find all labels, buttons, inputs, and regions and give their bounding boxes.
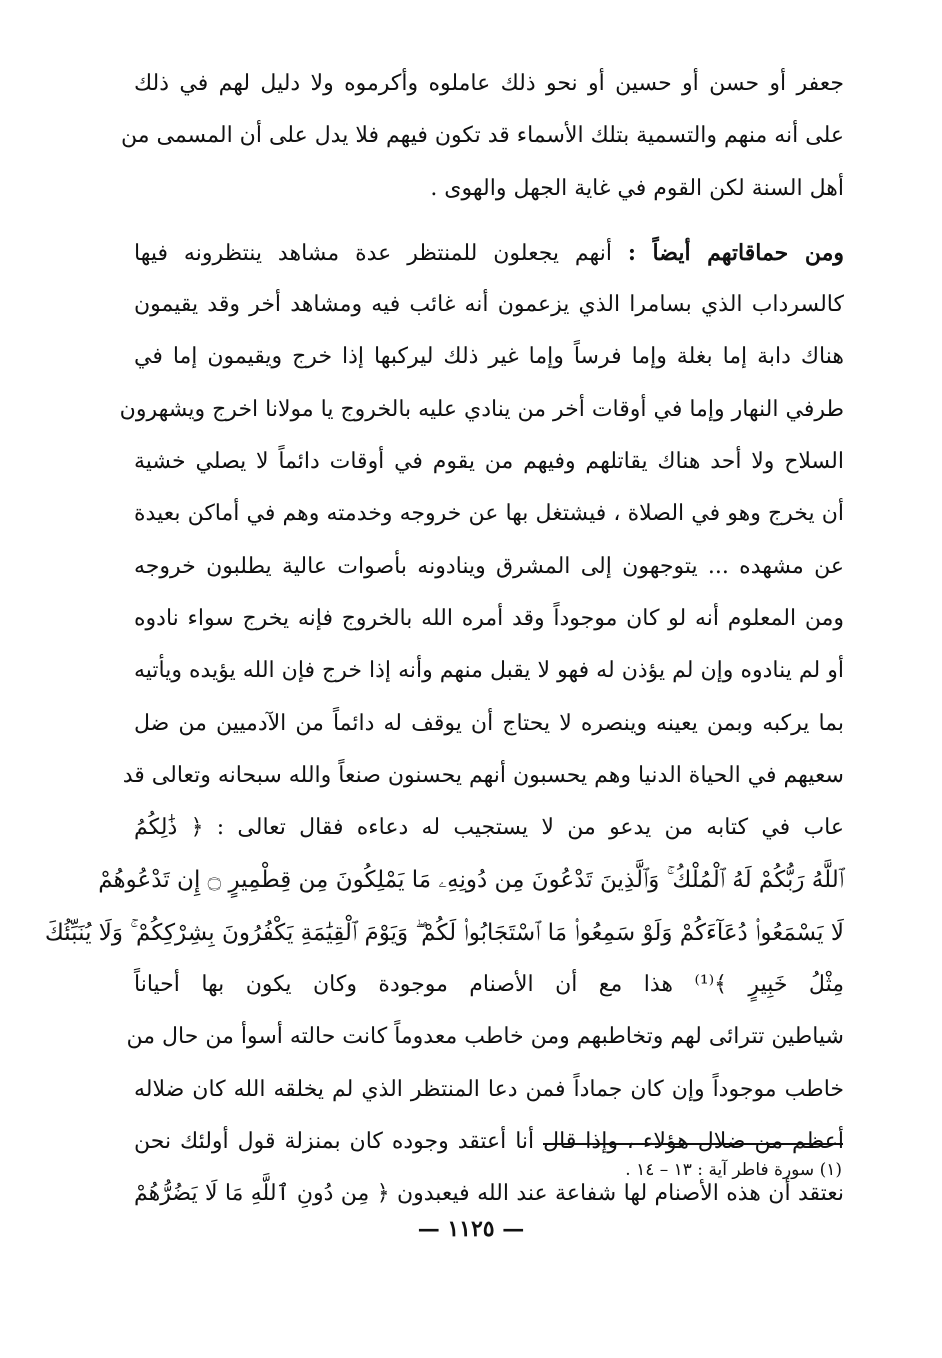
text-line: جعفر أو حسن أو حسين أو نحو ذلك عاملوه وأكرموه ولا دليل لهم في ذلك (134, 71, 844, 96)
text-line: عاب في كتابه من يدعو من لا يستجيب له دعاءه فقال تعالى : ﴿ ذَٰلِكُمُ (134, 815, 844, 841)
quran-verse-line: لَا يَسْمَعُوا۟ دُعَآءَكُمْ وَلَوْ سَمِعُوا۟ مَا ٱسْتَجَابُوا۟ لَكُمْ ۖ وَيَوْمَ ٱلْقِيَٰمَةِ يَكْفُرُونَ بِشِرْكِكُمْ ۚ وَلَا يُنَبِّئُكَ (44, 919, 844, 946)
text-line: على أنه منهم والتسمية بتلك الأسماء قد تكون فيهم فلا يدل على أن المسمى من (120, 123, 844, 149)
text-fragment: أنهم يجعلون للمنتظر عدة مشاهد ينتظرونه فيها (134, 240, 612, 266)
text-line: خاطب موجوداً وإن كان جماداً فمن دعا المنتظر الذي لم يخلقه الله كان ضلاله (134, 1076, 844, 1102)
text-line: أعظم من ضلال هؤلاء ، وإذا قال أنا أعتقد وجوده كان بمنزلة قول أولئك نحن (134, 1128, 844, 1154)
text-line: كالسرداب الذي بسامرا الذي يزعمون أنه غائب فيه ومشاهد أخر وقد يقيمون (134, 292, 844, 318)
text-line: أن يخرج وهو في الصلاة ، فيشتغل بها عن خروجه وخدمته وهم في أماكن بعيدة (134, 501, 844, 527)
text-line: شياطين تترائى لهم وتخاطبهم ومن خاطب معدوماً كانت حالته أسوأ من حال من (126, 1024, 844, 1050)
quran-verse-line: ٱللَّهُ رَبُّكُمْ لَهُ ٱلْمُلْكُ ۚ وَٱلَّذِينَ تَدْعُونَ مِن دُونِهِۦ مَا يَمْلِكُونَ مِن قِطْمِيرٍ ۝ إِن تَدْعُوهُمْ (98, 867, 844, 894)
text-line: مِثْلُ خَبِيرٍ ﴾⁽¹⁾ هذا مع أن الأصنام موجودة وكان يكون بها أحياناً (134, 972, 844, 998)
text-line: السلاح ولا أحد هناك يقاتلهم وفيهم من يقوم في أوقات دائماً لا يصلي خشية (134, 449, 844, 475)
paragraph-gap (134, 215, 844, 227)
page-number: — ١١٢٥ — (417, 1216, 525, 1242)
text-line: عن مشهده ... يتوجهون إلى المشرق وينادونه بأصوات عالية يطلبون خروجه (134, 553, 844, 579)
footnote: (١) سورة فاطر آية : ١٣ – ١٤ . (625, 1160, 842, 1180)
text-line: أو لم ينادوه وإن لم يؤذن له فهو لا يقبل منهم وأنه إذا خرج فإن الله يؤيده ويأتيه (134, 658, 844, 684)
paragraph-lead: ومن حماقاتهم أيضاً : (627, 239, 844, 266)
text-line: هناك دابة إما بغلة وإما فرساً وإما غير ذلك ليركبها إذا خرج ويقيمون إما في (134, 344, 844, 370)
text-line: سعيهم في الحياة الدنيا وهم يحسبون أنهم يحسنون صنعاً والله سبحانه وتعالى قد (122, 762, 844, 788)
main-text (44, 58, 844, 1221)
text-line (134, 227, 844, 279)
text-line: طرفي النهار وإما في أوقات أخر من ينادي عليه بالخروج يا مولانا اخرج ويشهرون (119, 396, 844, 422)
text-line: نعتقد أن هذه الأصنام لها شفاعة عند الله فيعبدون ﴿ مِن دُونِ ٱللَّهِ مَا لَا يَضُرُّهُمْ (134, 1181, 844, 1207)
text-line: بما يركبه وبمن يعينه وينصره لا يحتاج أن يوقف له دائماً من الآدميين من ضل (134, 710, 844, 736)
text-line: ومن المعلوم أنه لو كان موجوداً وقد أمره الله بالخروج فإنه يخرج سواء نادوه (134, 605, 844, 631)
footnote-divider (543, 1143, 843, 1145)
text-line: أهل السنة لكن القوم في غاية الجهل والهوى . (430, 175, 844, 201)
